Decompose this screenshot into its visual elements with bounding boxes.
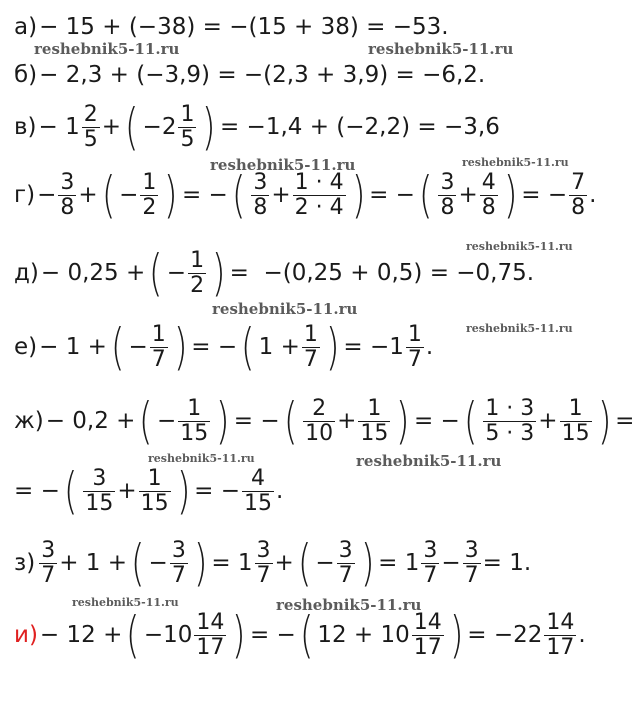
fraction (358, 398, 390, 445)
operator: − (315, 550, 335, 576)
label-a: а) (14, 14, 38, 40)
denominator: 8 (60, 195, 75, 220)
numerator: 14 (196, 610, 225, 635)
term: = 1 (211, 550, 253, 576)
numerator: 1 (190, 248, 205, 273)
fraction (150, 324, 168, 371)
numerator: 1 (568, 396, 583, 421)
equation-d (14, 244, 535, 302)
denominator: 15 (360, 421, 389, 446)
period: . (578, 622, 586, 648)
denominator: 8 (571, 195, 586, 220)
left-paren: ( (283, 392, 298, 450)
right-paren: ) (503, 166, 518, 224)
right-paren: ) (360, 534, 375, 592)
operator: + (117, 478, 137, 504)
numerator: 1 (151, 322, 166, 347)
term: − 0,25 + (40, 260, 146, 286)
denominator: 5 (180, 127, 195, 152)
equation-a (14, 16, 449, 39)
watermark: reshebnik5-11.ru (356, 452, 502, 470)
numerator: 14 (413, 610, 442, 635)
denominator: 15 (140, 491, 169, 516)
fraction (569, 172, 587, 219)
left-paren: ( (110, 318, 125, 376)
watermark: reshebnik5-11.ru (212, 300, 358, 318)
denominator: 7 (303, 347, 318, 372)
right-paren: ) (164, 166, 179, 224)
denominator: 8 (481, 195, 496, 220)
fraction (483, 398, 536, 445)
fraction (438, 172, 456, 219)
fraction (251, 172, 269, 219)
fraction (293, 172, 346, 219)
right-paren: ) (176, 462, 191, 520)
fraction (194, 612, 226, 659)
term: − 1 + (39, 334, 107, 360)
right-paren: ) (202, 98, 217, 156)
operator: − (166, 260, 187, 286)
fraction (406, 324, 424, 371)
term: = −1 (343, 334, 404, 360)
denominator: 2 (142, 195, 157, 220)
fraction (39, 540, 57, 587)
denominator: 15 (85, 491, 114, 516)
numerator: 2 (312, 396, 327, 421)
denominator: 7 (41, 563, 56, 588)
watermark: reshebnik5-11.ru (368, 40, 514, 58)
right-paren: ) (232, 606, 247, 664)
label-d: д) (14, 260, 39, 286)
operator: = − (369, 182, 415, 208)
term: = 1. (482, 550, 532, 576)
fraction (188, 250, 206, 297)
label-b: б) (14, 62, 38, 88)
equation-zh-continued (14, 462, 284, 520)
left-paren: ( (126, 606, 140, 664)
right-paren: ) (173, 318, 188, 376)
left-paren: ( (418, 166, 433, 224)
term: −10 (143, 622, 193, 648)
numerator: 2 (83, 102, 98, 127)
numerator: 4 (251, 466, 266, 491)
numerator: 3 (440, 170, 455, 195)
watermark: reshebnik5-11.ru (462, 156, 569, 169)
numerator: 1 (180, 102, 195, 127)
fraction (480, 172, 498, 219)
denominator: 7 (338, 563, 353, 588)
period: . (425, 334, 434, 360)
label-i: и) (14, 622, 38, 648)
expression-a: − 15 + (−38) = −(15 + 38) = −53. (39, 14, 449, 40)
denominator: 2 · 4 (294, 195, 344, 220)
fraction (303, 398, 335, 445)
operator: − (148, 550, 168, 576)
term: 12 + 10 (317, 622, 410, 648)
operator: + (271, 182, 291, 208)
numerator: 3 (253, 170, 268, 195)
denominator: 15 (180, 421, 209, 446)
right-paren: ) (449, 606, 464, 664)
operator: + (458, 182, 478, 208)
equation-zh (14, 392, 634, 450)
fraction (82, 104, 100, 151)
period: . (589, 182, 597, 208)
denominator: 7 (407, 347, 422, 372)
label-v: в) (14, 114, 37, 140)
denominator: 7 (151, 347, 166, 372)
operator: = − (191, 334, 238, 360)
numerator: 1 (367, 396, 382, 421)
denominator: 7 (423, 563, 438, 588)
watermark: reshebnik5-11.ru (72, 596, 179, 609)
fraction (170, 540, 188, 587)
numerator: 1 (407, 322, 422, 347)
denominator: 8 (440, 195, 455, 220)
operator: = − (194, 478, 241, 504)
watermark: reshebnik5-11.ru (276, 596, 422, 614)
fraction (178, 398, 210, 445)
left-paren: ( (63, 462, 78, 520)
right-paren: ) (597, 392, 612, 450)
numerator: 1 (142, 170, 157, 195)
label-z: з) (14, 550, 36, 576)
denominator: 5 · 3 (485, 421, 535, 446)
watermark: reshebnik5-11.ru (466, 322, 573, 335)
operator: = − (249, 622, 296, 648)
fraction (544, 612, 576, 659)
operator: − (156, 408, 177, 434)
numerator: 3 (256, 538, 271, 563)
left-paren: ( (463, 392, 478, 450)
left-paren: ( (299, 606, 314, 664)
equation-e (14, 318, 434, 376)
term: − 12 + (39, 622, 123, 648)
operator: + (538, 408, 558, 434)
denominator: 2 (190, 273, 205, 298)
numerator: 3 (464, 538, 479, 563)
denominator: 17 (196, 635, 225, 660)
fraction (178, 104, 196, 151)
denominator: 5 (83, 127, 98, 152)
numerator: 1 (303, 322, 318, 347)
left-paren: ( (231, 166, 246, 224)
operator: − (119, 182, 139, 208)
left-paren: ( (139, 392, 154, 450)
operator: + (337, 408, 357, 434)
watermark: reshebnik5-11.ru (148, 452, 255, 465)
label-zh: ж) (14, 408, 44, 434)
numerator: 7 (571, 170, 586, 195)
operator: = − (181, 182, 228, 208)
right-paren: ) (325, 318, 340, 376)
right-paren: ) (396, 392, 411, 450)
denominator: 7 (464, 563, 479, 588)
fraction (463, 540, 481, 587)
right-paren: ) (216, 392, 230, 450)
right-paren: ) (212, 244, 226, 302)
fraction (83, 468, 115, 515)
term: = −22 (467, 622, 543, 648)
numerator: 14 (546, 610, 575, 635)
operator: + (101, 114, 122, 140)
numerator: 3 (171, 538, 186, 563)
denominator: 7 (256, 563, 271, 588)
denominator: 17 (413, 635, 442, 660)
operator: = (615, 408, 634, 434)
left-paren: ( (124, 98, 139, 156)
period: . (276, 478, 284, 504)
numerator: 1 · 4 (294, 170, 344, 195)
term: = −1,4 + (−2,2) = −3,6 (219, 114, 500, 140)
operator: = − (413, 408, 460, 434)
operator: − (441, 550, 461, 576)
numerator: 4 (481, 170, 496, 195)
operator: = − (521, 182, 568, 208)
equation-z (14, 534, 532, 592)
operator: + (274, 550, 294, 576)
fraction (139, 468, 171, 515)
equation-g (14, 166, 597, 224)
watermark: reshebnik5-11.ru (466, 240, 573, 253)
fraction (412, 612, 444, 659)
numerator: 3 (338, 538, 353, 563)
term: + 1 + (59, 550, 128, 576)
right-paren: ) (351, 166, 366, 224)
term: −2 (142, 114, 177, 140)
watermark: reshebnik5-11.ru (210, 156, 356, 174)
left-paren: ( (130, 534, 145, 592)
fraction (140, 172, 158, 219)
operator: = − (14, 478, 60, 504)
label-g: г) (14, 182, 36, 208)
fraction (302, 324, 320, 371)
equation-i (14, 606, 586, 664)
expression-b: − 2,3 + (−3,9) = −(2,3 + 3,9) = −6,2. (39, 62, 486, 88)
fraction (255, 540, 273, 587)
term: 1 + (258, 334, 300, 360)
denominator: 10 (305, 421, 334, 446)
fraction (58, 172, 76, 219)
numerator: 1 (187, 396, 202, 421)
label-e: е) (14, 334, 38, 360)
right-paren: ) (193, 534, 208, 592)
fraction (242, 468, 274, 515)
term: − 1 (38, 114, 80, 140)
equation-b (14, 64, 485, 87)
fraction (337, 540, 355, 587)
left-paren: ( (101, 166, 116, 224)
fraction (560, 398, 592, 445)
denominator: 15 (561, 421, 590, 446)
numerator: 1 · 3 (485, 396, 535, 421)
denominator: 8 (253, 195, 268, 220)
numerator: 3 (92, 466, 107, 491)
fraction (421, 540, 439, 587)
term: − 0,2 + (45, 408, 136, 434)
numerator: 3 (60, 170, 75, 195)
left-paren: ( (149, 244, 163, 302)
numerator: 1 (147, 466, 162, 491)
operator: − (37, 182, 57, 208)
term: = −(0,25 + 0,5) = −0,75. (229, 260, 535, 286)
left-paren: ( (297, 534, 312, 592)
numerator: 3 (41, 538, 56, 563)
operator: − (128, 334, 148, 360)
numerator: 3 (423, 538, 438, 563)
operator: = − (233, 408, 280, 434)
operator: + (78, 182, 98, 208)
term: = 1 (378, 550, 420, 576)
watermark: reshebnik5-11.ru (34, 40, 180, 58)
denominator: 7 (171, 563, 186, 588)
denominator: 17 (546, 635, 575, 660)
left-paren: ( (241, 318, 255, 376)
denominator: 15 (244, 491, 273, 516)
equation-v (14, 98, 500, 156)
